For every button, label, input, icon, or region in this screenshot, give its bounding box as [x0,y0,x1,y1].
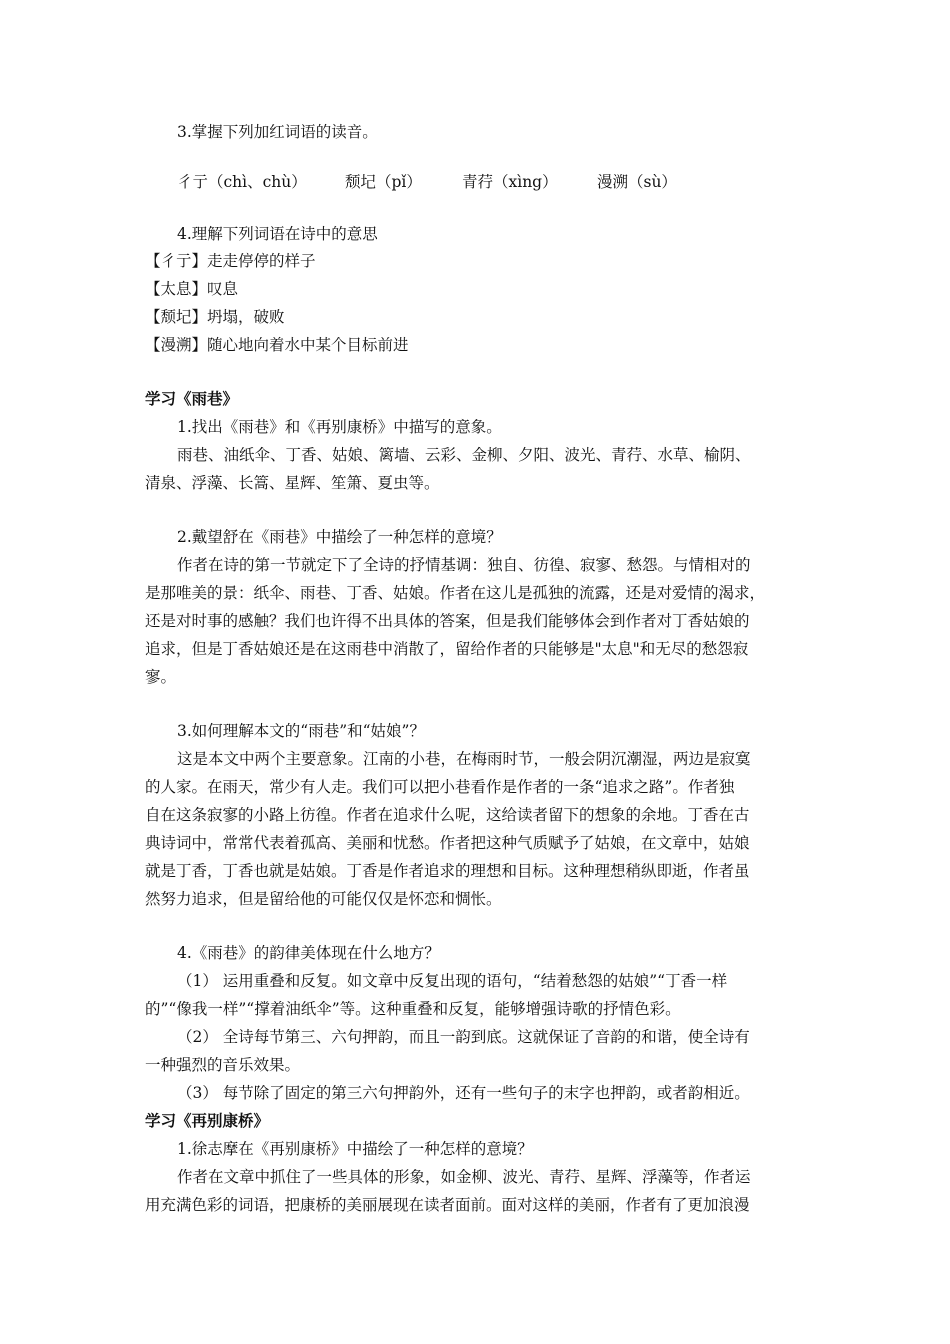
pronunciation-1: 彳亍（chì、chù） [177,173,307,191]
definition-2: 【太息】叹息 [145,280,239,298]
definition-4: 【漫溯】随心地向着水中某个目标前进 [145,336,409,354]
s1-question-2: 2.戴望舒在《雨巷》中描绘了一种怎样的意境？ [177,528,502,546]
s1-answer-4-line: 一种强烈的音乐效果。 [145,1056,301,1074]
s1-answer-4-line: （2） 全诗每节第三、六句押韵，而且一韵到底。这就保证了音韵的和谐，使全诗有 [177,1028,750,1046]
section-heading-zaibiekangqiao: 学习《再别康桥》 [145,1111,270,1130]
pronunciation-2: 颓圮（pǐ） [345,173,422,191]
s1-answer-2-line: 追求，但是丁香姑娘还是在这雨巷中消散了，留给作者的只能够是"太息"和无尽的愁怨寂 [145,640,749,658]
s1-answer-3-line: 就是丁香，丁香也就是姑娘。丁香是作者追求的理想和目标。这种理想稍纵即逝，作者虽 [145,862,750,880]
s1-answer-2-line: 寥。 [145,668,177,686]
s1-answer-1-line: 雨巷、油纸伞、丁香、姑娘、篱墙、云彩、金柳、夕阳、波光、青荇、水草、榆阴、 [177,446,751,464]
q4-title: 4.理解下列词语在诗中的意思 [177,225,378,243]
definition-3: 【颓圮】坍塌，破败 [145,308,285,326]
pronunciation-4: 漫溯（sù） [597,173,677,191]
s1-answer-3-line: 自在这条寂寥的小路上彷徨。作者在追求什么呢，这给读者留下的想象的余地。丁香在古 [145,806,750,824]
s1-answer-2-line: 是那唯美的景：纸伞、雨巷、丁香、姑娘。作者在这儿是孤独的流露，还是对爱情的渴求， [145,584,766,602]
s1-answer-4-line: （1） 运用重叠和反复。如文章中反复出现的语句，“结着愁怨的姑娘”“丁香一样 [177,972,728,990]
s1-question-4: 4.《雨巷》的韵律美体现在什么地方？ [177,944,440,962]
s2-answer-1-line: 作者在文章中抓住了一些具体的形象，如金柳、波光、青荇、星辉、浮藻等，作者运 [177,1168,751,1186]
s1-answer-2-line: 作者在诗的第一节就定下了全诗的抒情基调：独自、彷徨、寂寥、愁怨。与情相对的 [177,556,751,574]
s2-answer-1-line: 用充满色彩的词语，把康桥的美丽展现在读者面前。面对这样的美丽，作者有了更加浪漫 [145,1196,750,1214]
q3-title: 3.掌握下列加红词语的读音。 [177,123,378,141]
s1-question-3: 3.如何理解本文的“雨巷”和“姑娘”？ [177,722,425,740]
s1-answer-3-line: 的人家。在雨天，常少有人走。我们可以把小巷看作是作者的一条“追求之路”。作者独 [145,778,735,796]
s2-question-1: 1.徐志摩在《再别康桥》中描绘了一种怎样的意境？ [177,1140,533,1158]
s1-answer-2-line: 还是对时事的感触？我们也许得不出具体的答案，但是我们能够体会到作者对丁香姑娘的 [145,612,750,630]
s1-answer-4-line: 的”“像我一样”“撑着油纸伞”等。这种重叠和反复，能够增强诗歌的抒情色彩。 [145,1000,681,1018]
s1-question-1: 1.找出《雨巷》和《再别康桥》中描写的意象。 [177,418,502,436]
s1-answer-4-line: （3） 每节除了固定的第三六句押韵外，还有一些句子的末字也押韵，或者韵相近。 [177,1084,750,1102]
section-heading-yuxiang: 学习《雨巷》 [145,389,239,408]
pronunciation-3: 青荇（xìng） [462,173,558,191]
s1-answer-3-line: 典诗词中，常常代表着孤高、美丽和忧愁。作者把这种气质赋予了姑娘，在文章中，姑娘 [145,834,750,852]
s1-answer-1-line: 清泉、浮藻、长篙、星辉、笙箫、夏虫等。 [145,474,440,492]
definition-1: 【彳亍】走走停停的样子 [145,252,316,270]
s1-answer-3-line: 这是本文中两个主要意象。江南的小巷，在梅雨时节，一般会阴沉潮湿，两边是寂寞 [177,750,751,768]
s1-answer-3-line: 然努力追求，但是留给他的可能仅仅是怀恋和惆怅。 [145,890,502,908]
